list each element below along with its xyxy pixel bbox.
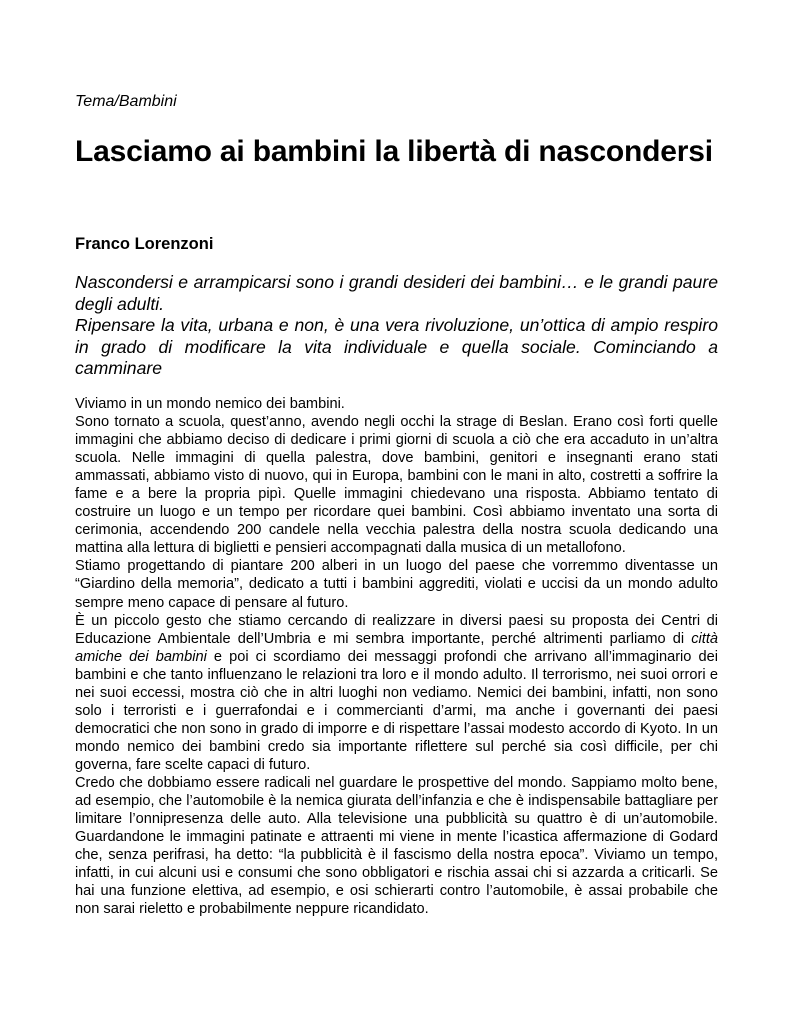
body-text-segment: e poi ci scordiamo dei messaggi profondi che arrivano all’immaginario dei bambini e che tanto influenzano le relazioni tra loro e il mondo adulto. Il terrorismo, nei suoi orrori e nei suoi eccessi, mostra ciò che in altri luoghi non vediamo. Nemici dei bambini, infatti, non sono solo i terroristi e i guerrafondai e i commercianti d’armi, ma anche i governanti dei paesi democratici che non sono in grado di imporre e di rispettare l’assai modesto accordo di Kyoto. In un mondo nemico dei bambini credo sia importante riflettere sul perché sia così difficile, per chi governa, fare scelte capaci di futuro. xyxy=(75,648,718,773)
body-paragraph: Sono tornato a scuola, quest’anno, avendo negli occhi la strage di Beslan. Erano così forti quelle immagini che abbiamo deciso di dedicare i primi giorni di scuola a ciò che era accaduto in un’altra scuola. Nelle immagini di quella palestra, dove bambini, genitori e insegnanti erano stati ammassati, abbiamo visto di nuovo, qui in Europa, bambini con le mani in alto, costretti a soffrire la fame e a bere la propria pipì. Quelle immagini chiedevano una risposta. Abbiamo tentato di costruire un luogo e un tempo per ricordare quei bambini. Così abbiamo inventato una sorta di cerimonia, accendendo 200 candele nella vecchia palestra della nostra scuola dedicando una mattina alla lettura di biglietti e pensieri accompagnati dalla musica di un metallofono. xyxy=(75,414,718,557)
body-paragraph: Viviamo in un mondo nemico dei bambini. xyxy=(75,396,345,412)
body-text-segment: È un piccolo gesto che stiamo cercando di realizzare in diversi paesi su proposta dei Centri di Educazione Ambientale dell’Umbria e mi sembra importante, perché altrimenti parliamo di xyxy=(75,612,718,647)
article-body xyxy=(75,395,718,918)
abstract-paragraph: Ripensare la vita, urbana e non, è una vera rivoluzione, un’ottica di ampio respiro in grado di modificare la vita individuale e quella sociale. Cominciando a camminare xyxy=(75,315,718,378)
article-title: Lasciamo ai bambini la libertà di nascondersi xyxy=(75,135,713,168)
abstract-paragraph: Nascondersi e arrampicarsi sono i grandi desideri dei bambini… e le grandi paure degli adulti. xyxy=(75,272,718,314)
abstract xyxy=(75,272,718,380)
section-tag: Tema/Bambini xyxy=(75,93,177,110)
body-paragraph xyxy=(75,612,718,774)
body-paragraph: Credo che dobbiamo essere radicali nel guardare le prospettive del mondo. Sappiamo molto bene, ad esempio, che l’automobile è la nemica giurata dell’infanzia e che è indispensabile battagliare per limitare l’onnipresenza delle auto. Alla televisione una pubblicità su quattro è di un’automobile. Guardandone le immagini patinate e attraenti mi viene in mente l’icastica affermazione di Godard che, senza perifrasi, ha detto: “la pubblicità è il fascismo della nostra epoca”. Viviamo un tempo, infatti, in cui alcuni usi e consumi che sono obbligatori e rischia assai chi si azzarda a criticarli. Se hai una funzione elettiva, ad esempio, e osi schierarti contro l’automobile, è assai probabile che non sarai rieletto e probabilmente neppure ricandidato. xyxy=(75,774,718,918)
author-name: Franco Lorenzoni xyxy=(75,235,214,253)
body-paragraph: Stiamo progettando di piantare 200 alberi in un luogo del paese che vorremmo diventasse un “Giardino della memoria”, dedicato a tutti i bambini aggrediti, violati e uccisi da un mondo adulto sempre meno capace di pensare al futuro. xyxy=(75,558,718,611)
emphasized-text: città amiche dei bambini xyxy=(75,630,718,665)
